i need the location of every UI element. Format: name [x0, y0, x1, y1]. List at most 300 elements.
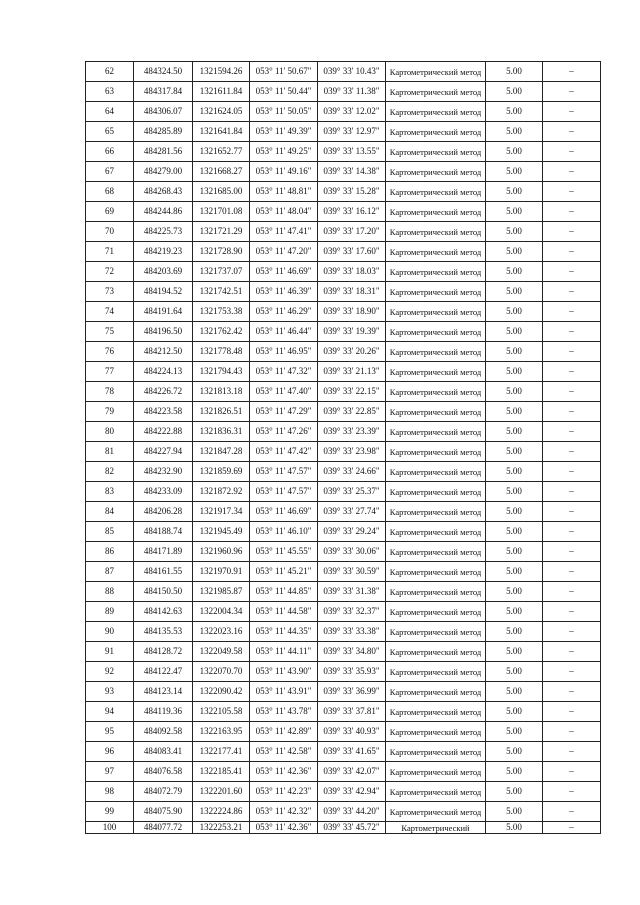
accuracy-cell: 5.00	[486, 482, 543, 502]
note-cell: –	[543, 62, 601, 82]
latitude-cell: 053° 11' 47.40"	[250, 382, 318, 402]
latitude-cell: 053° 11' 42.23"	[250, 782, 318, 802]
accuracy-cell: 5.00	[486, 142, 543, 162]
point-number-cell: 64	[86, 102, 134, 122]
latitude-cell: 053° 11' 46.69"	[250, 502, 318, 522]
table-row	[86, 82, 601, 102]
method-cell: Картометрический метод	[386, 782, 486, 802]
note-cell: –	[543, 522, 601, 542]
latitude-cell: 053° 11' 42.32"	[250, 802, 318, 822]
longitude-cell: 039° 33' 42.07"	[318, 762, 386, 782]
y-coordinate-cell: 1322177.41	[193, 742, 250, 762]
latitude-cell: 053° 11' 46.10"	[250, 522, 318, 542]
x-coordinate-cell: 484225.73	[134, 222, 193, 242]
method-cell: Картометрический метод	[386, 82, 486, 102]
x-coordinate-cell: 484072.79	[134, 782, 193, 802]
table-row	[86, 62, 601, 82]
y-coordinate-cell: 1321594.26	[193, 62, 250, 82]
latitude-cell: 053° 11' 48.81"	[250, 182, 318, 202]
latitude-cell: 053° 11' 46.39"	[250, 282, 318, 302]
point-number-cell: 100	[86, 822, 134, 834]
latitude-cell: 053° 11' 43.91"	[250, 682, 318, 702]
accuracy-cell: 5.00	[486, 302, 543, 322]
x-coordinate-cell: 484222.88	[134, 422, 193, 442]
latitude-cell: 053° 11' 49.25"	[250, 142, 318, 162]
note-cell: –	[543, 82, 601, 102]
latitude-cell: 053° 11' 42.36"	[250, 822, 318, 834]
accuracy-cell: 5.00	[486, 462, 543, 482]
x-coordinate-cell: 484244.86	[134, 202, 193, 222]
y-coordinate-cell: 1322049.58	[193, 642, 250, 662]
table-row	[86, 242, 601, 262]
table-row	[86, 322, 601, 342]
point-number-cell: 73	[86, 282, 134, 302]
note-cell: –	[543, 122, 601, 142]
point-number-cell: 95	[86, 722, 134, 742]
table-row	[86, 122, 601, 142]
note-cell: –	[543, 302, 601, 322]
accuracy-cell: 5.00	[486, 522, 543, 542]
accuracy-cell: 5.00	[486, 162, 543, 182]
longitude-cell: 039° 33' 17.60"	[318, 242, 386, 262]
point-number-cell: 75	[86, 322, 134, 342]
longitude-cell: 039° 33' 37.81"	[318, 702, 386, 722]
method-cell: Картометрический метод	[386, 302, 486, 322]
method-cell: Картометрический метод	[386, 322, 486, 342]
note-cell: –	[543, 622, 601, 642]
y-coordinate-cell: 1322185.41	[193, 762, 250, 782]
point-number-cell: 84	[86, 502, 134, 522]
y-coordinate-cell: 1322105.58	[193, 702, 250, 722]
x-coordinate-cell: 484191.64	[134, 302, 193, 322]
y-coordinate-cell: 1321778.48	[193, 342, 250, 362]
x-coordinate-cell: 484077.72	[134, 822, 193, 834]
method-cell: Картометрический метод	[386, 342, 486, 362]
y-coordinate-cell: 1321872.92	[193, 482, 250, 502]
accuracy-cell: 5.00	[486, 542, 543, 562]
latitude-cell: 053° 11' 47.32"	[250, 362, 318, 382]
x-coordinate-cell: 484135.53	[134, 622, 193, 642]
longitude-cell: 039° 33' 17.20"	[318, 222, 386, 242]
longitude-cell: 039° 33' 22.15"	[318, 382, 386, 402]
accuracy-cell: 5.00	[486, 402, 543, 422]
table-row	[86, 622, 601, 642]
table-row	[86, 422, 601, 442]
note-cell: –	[543, 162, 601, 182]
longitude-cell: 039° 33' 15.28"	[318, 182, 386, 202]
x-coordinate-cell: 484281.56	[134, 142, 193, 162]
method-cell: Картометрический метод	[386, 522, 486, 542]
longitude-cell: 039° 33' 29.24"	[318, 522, 386, 542]
latitude-cell: 053° 11' 50.05"	[250, 102, 318, 122]
x-coordinate-cell: 484219.23	[134, 242, 193, 262]
accuracy-cell: 5.00	[486, 682, 543, 702]
note-cell: –	[543, 262, 601, 282]
x-coordinate-cell: 484226.72	[134, 382, 193, 402]
point-number-cell: 80	[86, 422, 134, 442]
longitude-cell: 039° 33' 42.94"	[318, 782, 386, 802]
note-cell: –	[543, 202, 601, 222]
point-number-cell: 70	[86, 222, 134, 242]
table-row	[86, 442, 601, 462]
x-coordinate-cell: 484203.69	[134, 262, 193, 282]
method-cell: Картометрический метод	[386, 222, 486, 242]
method-cell: Картометрический метод	[386, 642, 486, 662]
y-coordinate-cell: 1322224.86	[193, 802, 250, 822]
x-coordinate-cell: 484212.50	[134, 342, 193, 362]
note-cell: –	[543, 602, 601, 622]
accuracy-cell: 5.00	[486, 582, 543, 602]
longitude-cell: 039° 33' 23.98"	[318, 442, 386, 462]
latitude-cell: 053° 11' 43.90"	[250, 662, 318, 682]
accuracy-cell: 5.00	[486, 662, 543, 682]
accuracy-cell: 5.00	[486, 122, 543, 142]
latitude-cell: 053° 11' 45.21"	[250, 562, 318, 582]
table-row	[86, 522, 601, 542]
method-cell: Картометрический метод	[386, 702, 486, 722]
y-coordinate-cell: 1321685.00	[193, 182, 250, 202]
y-coordinate-cell: 1321721.29	[193, 222, 250, 242]
y-coordinate-cell: 1321641.84	[193, 122, 250, 142]
point-number-cell: 87	[86, 562, 134, 582]
x-coordinate-cell: 484279.00	[134, 162, 193, 182]
x-coordinate-cell: 484306.07	[134, 102, 193, 122]
note-cell: –	[543, 542, 601, 562]
y-coordinate-cell: 1321753.38	[193, 302, 250, 322]
note-cell: –	[543, 822, 601, 834]
accuracy-cell: 5.00	[486, 702, 543, 722]
accuracy-cell: 5.00	[486, 782, 543, 802]
y-coordinate-cell: 1322163.95	[193, 722, 250, 742]
table-row	[86, 102, 601, 122]
table-row	[86, 202, 601, 222]
longitude-cell: 039° 33' 34.80"	[318, 642, 386, 662]
point-number-cell: 94	[86, 702, 134, 722]
note-cell: –	[543, 682, 601, 702]
latitude-cell: 053° 11' 46.29"	[250, 302, 318, 322]
latitude-cell: 053° 11' 44.58"	[250, 602, 318, 622]
y-coordinate-cell: 1321970.91	[193, 562, 250, 582]
latitude-cell: 053° 11' 47.57"	[250, 482, 318, 502]
y-coordinate-cell: 1321826.51	[193, 402, 250, 422]
x-coordinate-cell: 484324.50	[134, 62, 193, 82]
latitude-cell: 053° 11' 45.55"	[250, 542, 318, 562]
point-number-cell: 88	[86, 582, 134, 602]
note-cell: –	[543, 242, 601, 262]
note-cell: –	[543, 662, 601, 682]
point-number-cell: 63	[86, 82, 134, 102]
accuracy-cell: 5.00	[486, 562, 543, 582]
method-cell: Картометрический метод	[386, 62, 486, 82]
longitude-cell: 039° 33' 41.65"	[318, 742, 386, 762]
point-number-cell: 72	[86, 262, 134, 282]
y-coordinate-cell: 1322023.16	[193, 622, 250, 642]
point-number-cell: 79	[86, 402, 134, 422]
point-number-cell: 97	[86, 762, 134, 782]
table-row	[86, 722, 601, 742]
method-cell: Картометрический метод	[386, 282, 486, 302]
accuracy-cell: 5.00	[486, 442, 543, 462]
longitude-cell: 039° 33' 19.39"	[318, 322, 386, 342]
longitude-cell: 039° 33' 30.06"	[318, 542, 386, 562]
x-coordinate-cell: 484317.84	[134, 82, 193, 102]
accuracy-cell: 5.00	[486, 362, 543, 382]
y-coordinate-cell: 1321742.51	[193, 282, 250, 302]
method-cell: Картометрический метод	[386, 262, 486, 282]
point-number-cell: 93	[86, 682, 134, 702]
longitude-cell: 039° 33' 16.12"	[318, 202, 386, 222]
y-coordinate-cell: 1322070.70	[193, 662, 250, 682]
table-row	[86, 642, 601, 662]
y-coordinate-cell: 1321917.34	[193, 502, 250, 522]
y-coordinate-cell: 1321794.43	[193, 362, 250, 382]
y-coordinate-cell: 1321945.49	[193, 522, 250, 542]
y-coordinate-cell: 1321737.07	[193, 262, 250, 282]
accuracy-cell: 5.00	[486, 262, 543, 282]
method-cell: Картометрический метод	[386, 602, 486, 622]
accuracy-cell: 5.00	[486, 282, 543, 302]
latitude-cell: 053° 11' 44.11"	[250, 642, 318, 662]
y-coordinate-cell: 1322004.34	[193, 602, 250, 622]
x-coordinate-cell: 484194.52	[134, 282, 193, 302]
accuracy-cell: 5.00	[486, 182, 543, 202]
accuracy-cell: 5.00	[486, 502, 543, 522]
latitude-cell: 053° 11' 46.69"	[250, 262, 318, 282]
point-number-cell: 82	[86, 462, 134, 482]
method-cell: Картометрический метод	[386, 362, 486, 382]
method-cell: Картометрический метод	[386, 562, 486, 582]
accuracy-cell: 5.00	[486, 762, 543, 782]
latitude-cell: 053° 11' 47.41"	[250, 222, 318, 242]
x-coordinate-cell: 484161.55	[134, 562, 193, 582]
method-cell: Картометрический метод	[386, 242, 486, 262]
x-coordinate-cell: 484092.58	[134, 722, 193, 742]
latitude-cell: 053° 11' 46.44"	[250, 322, 318, 342]
note-cell: –	[543, 342, 601, 362]
latitude-cell: 053° 11' 42.89"	[250, 722, 318, 742]
longitude-cell: 039° 33' 44.20"	[318, 802, 386, 822]
y-coordinate-cell: 1321668.27	[193, 162, 250, 182]
table-row	[86, 402, 601, 422]
table-row	[86, 602, 601, 622]
table-row	[86, 762, 601, 782]
x-coordinate-cell: 484150.50	[134, 582, 193, 602]
x-coordinate-cell: 484142.63	[134, 602, 193, 622]
accuracy-cell: 5.00	[486, 802, 543, 822]
method-cell: Картометрический метод	[386, 122, 486, 142]
table-row	[86, 662, 601, 682]
x-coordinate-cell: 484232.90	[134, 462, 193, 482]
point-number-cell: 78	[86, 382, 134, 402]
x-coordinate-cell: 484171.89	[134, 542, 193, 562]
y-coordinate-cell: 1321985.87	[193, 582, 250, 602]
accuracy-cell: 5.00	[486, 322, 543, 342]
method-cell: Картометрический метод	[386, 542, 486, 562]
y-coordinate-cell: 1321836.31	[193, 422, 250, 442]
x-coordinate-cell: 484123.14	[134, 682, 193, 702]
note-cell: –	[543, 482, 601, 502]
note-cell: –	[543, 782, 601, 802]
point-number-cell: 71	[86, 242, 134, 262]
table-row	[86, 702, 601, 722]
method-cell: Картометрический метод	[386, 382, 486, 402]
method-cell: Картометрический метод	[386, 102, 486, 122]
note-cell: –	[543, 182, 601, 202]
y-coordinate-cell: 1321701.08	[193, 202, 250, 222]
latitude-cell: 053° 11' 49.16"	[250, 162, 318, 182]
point-number-cell: 76	[86, 342, 134, 362]
accuracy-cell: 5.00	[486, 62, 543, 82]
method-cell: Картометрический метод	[386, 162, 486, 182]
latitude-cell: 053° 11' 47.20"	[250, 242, 318, 262]
longitude-cell: 039° 33' 32.37"	[318, 602, 386, 622]
coordinates-table	[85, 61, 601, 834]
method-cell: Картометрический метод	[386, 802, 486, 822]
y-coordinate-cell: 1321652.77	[193, 142, 250, 162]
accuracy-cell: 5.00	[486, 622, 543, 642]
table-row	[86, 582, 601, 602]
method-cell: Картометрический метод	[386, 762, 486, 782]
latitude-cell: 053° 11' 48.04"	[250, 202, 318, 222]
accuracy-cell: 5.00	[486, 722, 543, 742]
point-number-cell: 90	[86, 622, 134, 642]
method-cell: Картометрический метод	[386, 142, 486, 162]
method-cell: Картометрический метод	[386, 742, 486, 762]
longitude-cell: 039° 33' 18.31"	[318, 282, 386, 302]
latitude-cell: 053° 11' 47.57"	[250, 462, 318, 482]
method-cell: Картометрический метод	[386, 422, 486, 442]
accuracy-cell: 5.00	[486, 342, 543, 362]
table-row	[86, 562, 601, 582]
method-cell: Картометрический метод	[386, 582, 486, 602]
longitude-cell: 039° 33' 25.37"	[318, 482, 386, 502]
y-coordinate-cell: 1321624.05	[193, 102, 250, 122]
y-coordinate-cell: 1322201.60	[193, 782, 250, 802]
point-number-cell: 89	[86, 602, 134, 622]
point-number-cell: 68	[86, 182, 134, 202]
x-coordinate-cell: 484268.43	[134, 182, 193, 202]
note-cell: –	[543, 582, 601, 602]
latitude-cell: 053° 11' 50.67"	[250, 62, 318, 82]
accuracy-cell: 5.00	[486, 102, 543, 122]
note-cell: –	[543, 322, 601, 342]
method-cell: Картометрический метод	[386, 202, 486, 222]
note-cell: –	[543, 802, 601, 822]
point-number-cell: 65	[86, 122, 134, 142]
method-cell: Картометрический метод	[386, 722, 486, 742]
longitude-cell: 039° 33' 10.43"	[318, 62, 386, 82]
point-number-cell: 77	[86, 362, 134, 382]
accuracy-cell: 5.00	[486, 822, 543, 834]
latitude-cell: 053° 11' 47.26"	[250, 422, 318, 442]
table-body	[86, 62, 601, 834]
longitude-cell: 039° 33' 24.66"	[318, 462, 386, 482]
longitude-cell: 039° 33' 31.38"	[318, 582, 386, 602]
accuracy-cell: 5.00	[486, 602, 543, 622]
note-cell: –	[543, 222, 601, 242]
latitude-cell: 053° 11' 42.58"	[250, 742, 318, 762]
accuracy-cell: 5.00	[486, 222, 543, 242]
point-number-cell: 83	[86, 482, 134, 502]
point-number-cell: 98	[86, 782, 134, 802]
point-number-cell: 99	[86, 802, 134, 822]
point-number-cell: 81	[86, 442, 134, 462]
longitude-cell: 039° 33' 12.02"	[318, 102, 386, 122]
y-coordinate-cell: 1322090.42	[193, 682, 250, 702]
y-coordinate-cell: 1322253.21	[193, 822, 250, 834]
note-cell: –	[543, 722, 601, 742]
longitude-cell: 039° 33' 33.38"	[318, 622, 386, 642]
accuracy-cell: 5.00	[486, 742, 543, 762]
note-cell: –	[543, 762, 601, 782]
latitude-cell: 053° 11' 50.44"	[250, 82, 318, 102]
note-cell: –	[543, 142, 601, 162]
method-cell: Картометрический метод	[386, 462, 486, 482]
longitude-cell: 039° 33' 12.97"	[318, 122, 386, 142]
table-row	[86, 382, 601, 402]
x-coordinate-cell: 484122.47	[134, 662, 193, 682]
latitude-cell: 053° 11' 46.95"	[250, 342, 318, 362]
accuracy-cell: 5.00	[486, 242, 543, 262]
y-coordinate-cell: 1321813.18	[193, 382, 250, 402]
longitude-cell: 039° 33' 21.13"	[318, 362, 386, 382]
y-coordinate-cell: 1321611.84	[193, 82, 250, 102]
table-row	[86, 502, 601, 522]
note-cell: –	[543, 382, 601, 402]
accuracy-cell: 5.00	[486, 642, 543, 662]
x-coordinate-cell: 484224.13	[134, 362, 193, 382]
table-row	[86, 682, 601, 702]
table-row	[86, 782, 601, 802]
point-number-cell: 92	[86, 662, 134, 682]
accuracy-cell: 5.00	[486, 382, 543, 402]
point-number-cell: 86	[86, 542, 134, 562]
x-coordinate-cell: 484285.89	[134, 122, 193, 142]
latitude-cell: 053° 11' 44.35"	[250, 622, 318, 642]
table-row	[86, 542, 601, 562]
table-row	[86, 222, 601, 242]
latitude-cell: 053° 11' 42.36"	[250, 762, 318, 782]
note-cell: –	[543, 642, 601, 662]
longitude-cell: 039° 33' 22.85"	[318, 402, 386, 422]
x-coordinate-cell: 484227.94	[134, 442, 193, 462]
method-cell: Картометрический метод	[386, 402, 486, 422]
longitude-cell: 039° 33' 23.39"	[318, 422, 386, 442]
longitude-cell: 039° 33' 11.38"	[318, 82, 386, 102]
method-cell: Картометрический метод	[386, 502, 486, 522]
method-cell: Картометрический метод	[386, 682, 486, 702]
latitude-cell: 053° 11' 47.29"	[250, 402, 318, 422]
table-row	[86, 802, 601, 822]
longitude-cell: 039° 33' 40.93"	[318, 722, 386, 742]
longitude-cell: 039° 33' 36.99"	[318, 682, 386, 702]
x-coordinate-cell: 484075.90	[134, 802, 193, 822]
method-cell: Картометрический метод	[386, 482, 486, 502]
longitude-cell: 039° 33' 14.38"	[318, 162, 386, 182]
table-row	[86, 182, 601, 202]
table-row	[86, 342, 601, 362]
method-cell: Картометрический метод	[386, 622, 486, 642]
table-row	[86, 282, 601, 302]
point-number-cell: 96	[86, 742, 134, 762]
note-cell: –	[543, 402, 601, 422]
method-cell: Картометрический метод	[386, 662, 486, 682]
x-coordinate-cell: 484223.58	[134, 402, 193, 422]
accuracy-cell: 5.00	[486, 202, 543, 222]
note-cell: –	[543, 362, 601, 382]
longitude-cell: 039° 33' 30.59"	[318, 562, 386, 582]
x-coordinate-cell: 484206.28	[134, 502, 193, 522]
